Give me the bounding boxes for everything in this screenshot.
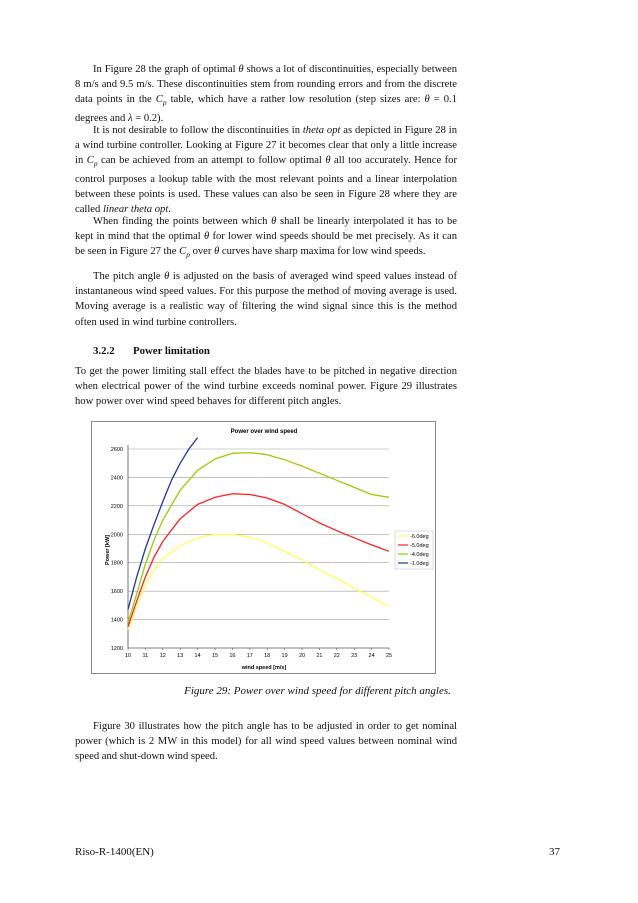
figure-caption: Figure 29: Power over wind speed for different pitch angles. <box>184 685 451 697</box>
x-tick-24: 24 <box>368 653 375 659</box>
y-tick-2200: 2200 <box>110 503 123 510</box>
y-tick-2000: 2000 <box>110 532 123 539</box>
legend-label--1.0deg: -1.0deg <box>410 561 429 567</box>
legend-label--5.0deg: -5.0deg <box>410 543 429 549</box>
paragraph-1: In Figure 28 the graph of optimal θ shows a lot of discontinuities, especially between 8 m/s and 9.5 m/s. These discontinuities stem from rounding errors and from the discrete data points in the $C_p$ table, which have a rather low resolution (step sizes are: θ = 0.1 degrees and λ = 0.2). <box>75 64 458 124</box>
x-tick-10: 10 <box>124 653 132 659</box>
legend-label--6.0deg: -6.0deg <box>410 534 429 540</box>
paragraph-3: When finding the points between which θ shall be linearly interpolated it has to be kept in mind that the optimal θ for lower wind speeds should be met precisely. As it can be seen in Figure 27 the $C_p$ over θ curves have sharp maxima for low wind speeds. <box>75 216 458 260</box>
x-tick-14: 14 <box>194 653 201 659</box>
chart-legend <box>395 531 433 569</box>
x-tick-13: 13 <box>177 653 184 659</box>
section-title: Power limitation <box>133 345 210 357</box>
y-tick-2400: 2400 <box>110 475 123 482</box>
x-tick-20: 20 <box>298 653 306 659</box>
paragraph-4: The pitch angle θ is adjusted on the basis of averaged wind speed values instead of instantaneous wind speed values. For this purpose the method of moving average is used. Moving average is a realistic way of filtering the wind signal since this is the method often used in wind turbine controllers. <box>75 271 457 328</box>
x-tick-21: 21 <box>316 653 323 659</box>
x-tick-25: 25 <box>385 653 393 659</box>
report-id: Riso-R-1400(EN) <box>75 846 154 858</box>
x-tick-18: 18 <box>264 653 271 659</box>
chart-title: Power over wind speed <box>230 429 298 435</box>
y-tick-1400: 1400 <box>110 617 123 624</box>
y-tick-2600: 2600 <box>110 447 123 453</box>
y-axis-label: Power [kW] <box>105 535 111 565</box>
x-axis-label: wind speed [m/s] <box>241 665 287 671</box>
y-tick-1200: 1200 <box>110 646 123 652</box>
paragraph-2: It is not desirable to follow the discontinuities in theta opt as depicted in Figure 28 in a wind turbine controller. Looking at Figure 27 it becomes clear that only a little increase in $C_p$ can be achieved from an attempt to follow optimal θ all too accurately. Hence for control purposes a lookup table with the most relevant points and a linear interpolation between these points is used. These values can also be seen in Figure 28 where they are called linear theta opt. <box>75 125 457 216</box>
x-tick-17: 17 <box>246 653 253 659</box>
paragraph-5: To get the power limiting stall effect the blades have to be pitched in negative direction when electrical power of the wind turbine exceeds nominal power. Figure 29 illustrates how power over wind speed behaves for different pitch angles. <box>75 366 457 408</box>
y-tick-1800: 1800 <box>110 560 123 567</box>
x-tick-15: 15 <box>211 653 219 659</box>
page-number: 37 <box>549 846 560 858</box>
paragraph-6: Figure 30 illustrates how the pitch angle has to be adjusted in order to get nominal power (which is 2 MW in this model) for all wind speed values between nominal wind speed and shut-down wind speed. <box>75 721 457 763</box>
x-tick-16: 16 <box>229 653 236 659</box>
chart-frame <box>92 422 436 674</box>
power-chart <box>91 421 436 674</box>
section-number: 3.2.2 <box>93 345 115 357</box>
x-tick-22: 22 <box>333 653 340 659</box>
x-tick-23: 23 <box>351 653 358 659</box>
power-chart-svg <box>91 421 436 674</box>
x-tick-19: 19 <box>281 653 288 659</box>
section-heading <box>93 345 210 357</box>
y-tick-1600: 1600 <box>110 589 123 596</box>
x-tick-12: 12 <box>159 653 166 659</box>
legend-label--4.0deg: -4.0deg <box>410 552 429 558</box>
x-tick-11: 11 <box>142 653 149 659</box>
